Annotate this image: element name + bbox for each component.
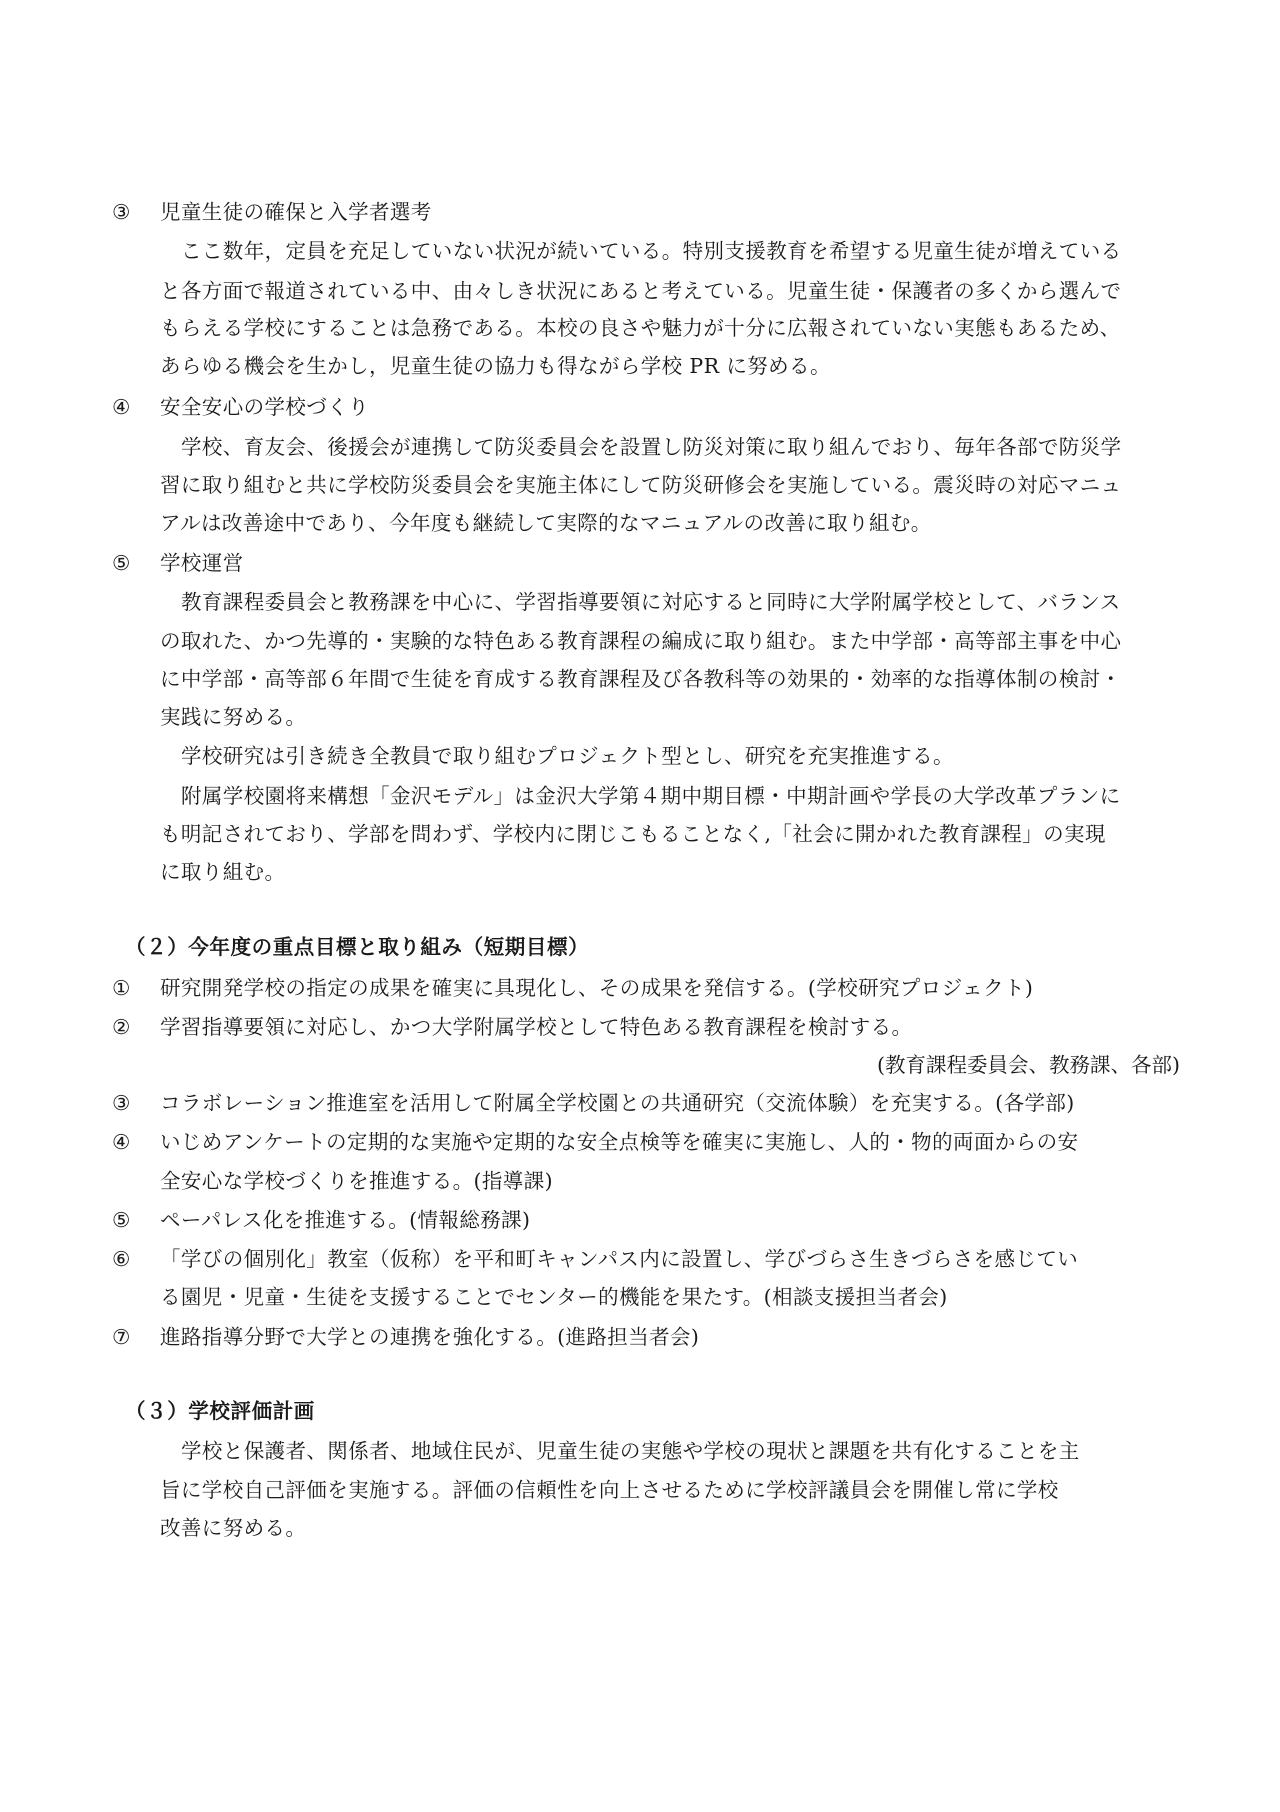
item-number: ⑦ (112, 1325, 131, 1349)
item-number: ④ (112, 395, 131, 419)
item-title: 児童生徒の確保と入学者選考 (160, 200, 432, 224)
paragraph-line: と各方面で報道されている中、由々しき状況にあると考えている。児童生徒・保護者の多くから選んで (160, 279, 1122, 303)
paragraph-line: 学校、育友会、後援会が連携して防災委員会を設置し防災対策に取り組んでおり、毎年各部で防災学 (181, 435, 1122, 459)
paragraph-line: 学校研究は引き続き全教員で取り組むプロジェクト型とし、研究を充実推進する。 (181, 744, 954, 768)
paragraph-line: 習に取り組むと共に学校防災委員会を実施主体にして防災研修会を実施している。震災時の対応マニュ (160, 473, 1122, 497)
paragraph-line: に取り組む。 (160, 860, 286, 884)
item-number: ⑤ (112, 551, 131, 575)
goal-text: 進路指導分野で大学との連携を強化する。(進路担当者会) (160, 1325, 700, 1349)
goal-text: る園児・児童・生徒を支援することでセンター的機能を果たす。(相談支援担当者会) (160, 1285, 948, 1309)
paragraph-line: 改善に努める。 (160, 1516, 307, 1540)
item-number: ⑥ (112, 1247, 131, 1271)
item-number: ② (112, 1015, 131, 1039)
paragraph-line: もらえる学校にすることは急務である。本校の良さや魅力が十分に広報されていない実態もあるため、 (160, 316, 1121, 340)
item-number: ③ (112, 200, 131, 224)
item-number: ③ (112, 1091, 131, 1115)
section-heading: （３）学校評価計画 (125, 1399, 315, 1423)
item-number: ④ (112, 1130, 131, 1154)
paragraph-line: 実践に努める。 (160, 705, 307, 729)
item-number: ⑤ (112, 1208, 131, 1232)
goal-text: コラボレーション推進室を活用して附属全学校園との共通研究（交流体験）を充実する。(各学部) (160, 1091, 1075, 1115)
goal-owner: (教育課程委員会、教務課、各部) (877, 1053, 1180, 1077)
paragraph-line: に中学部・高等部６年間で生徒を育成する教育課程及び各教科等の効果的・効率的な指導体制の検討・ (160, 667, 1122, 691)
goal-text: 学習指導要領に対応し、かつ大学附属学校として特色ある教育課程を検討する。 (160, 1015, 913, 1039)
paragraph-line: 学校と保護者、関係者、地域住民が、児童生徒の実態や学校の現状と課題を共有化することを主 (181, 1439, 1080, 1463)
goal-text: 「学びの個別化」教室（仮称）を平和町キャンパス内に設置し、学びづらさ生きづらさを感じてい (160, 1247, 1079, 1271)
goal-text: ペーパレス化を推進する。(情報総務課) (160, 1208, 531, 1232)
paragraph-line: 教育課程委員会と教務課を中心に、学習指導要領に対応すると同時に大学附属学校として、バランス (181, 590, 1121, 614)
section-heading: （２）今年度の重点目標と取り組み（短期目標） (125, 935, 590, 959)
paragraph-line: 旨に学校自己評価を実施する。評価の信頼性を向上させるために学校評議員会を開催し常に学校 (160, 1478, 1059, 1502)
paragraph-line: あらゆる機会を生かし，児童生徒の協力も得ながら学校 PR に努める。 (160, 354, 831, 378)
paragraph-line: アルは改善途中であり、今年度も継続して実際的なマニュアルの改善に取り組む。 (160, 511, 932, 535)
item-title: 安全安心の学校づくり (160, 395, 369, 419)
goal-text: 研究開発学校の指定の成果を確実に具現化し、その成果を発信する。(学校研究プロジェクト) (160, 976, 1034, 1000)
paragraph-line: ここ数年，定員を充足していない状況が続いている。特別支援教育を希望する児童生徒が増えている (181, 239, 1122, 263)
paragraph-line: の取れた、かつ先導的・実験的な特色ある教育課程の編成に取り組む。また中学部・高等部主事を中心 (160, 629, 1122, 653)
goal-text: 全安心な学校づくりを推進する。(指導課) (160, 1169, 553, 1193)
paragraph-line: 附属学校園将来構想「金沢モデル」は金沢大学第４期中期目標・中期計画や学長の大学改革プランに (181, 784, 1121, 808)
item-number: ① (112, 976, 131, 1000)
goal-text: いじめアンケートの定期的な実施や定期的な安全点検等を確実に実施し、人的・物的両面からの安 (160, 1130, 1079, 1154)
paragraph-line: も明記されており、学部を問わず、学校内に閉じこもることなく,「社会に開かれた教育課程」の実現 (160, 822, 1106, 846)
item-title: 学校運営 (160, 551, 244, 575)
